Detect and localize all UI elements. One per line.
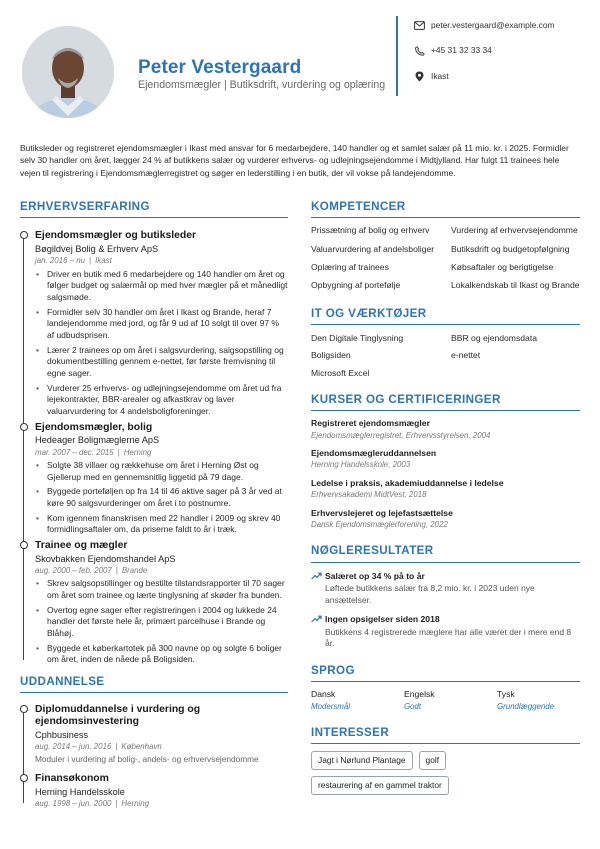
experience-timeline xyxy=(20,230,288,666)
tool-item: BBR og ejendomsdata xyxy=(451,332,537,343)
right-column xyxy=(311,199,580,801)
job-bullet: • Byggede porteføljen op fra 14 til 46 aktive sager på 3 år ved at køre 90 salgsvurderinger om året i to postnumre. xyxy=(35,486,288,509)
education-location: Herning xyxy=(121,798,150,808)
result-desc: Løftede butikkens salær fra 8,2 mio. kr. i 2023 uden nye ansættelser. xyxy=(325,583,535,605)
competency-item: Valuarvurdering af andelsboliger xyxy=(311,243,435,254)
envelope-icon xyxy=(414,20,425,31)
education-meta: aug. 2014 – jun. 2016 | København xyxy=(35,742,162,752)
timeline-line xyxy=(23,236,24,660)
job-meta: jan. 2016 – nu | Ikast xyxy=(35,256,112,266)
course-title: Ledelse i praksis, akademiuddannelse i ledelse xyxy=(311,477,504,488)
job-bullet: • Formidler selv 30 handler om året i Ikast og Brande, heraf 7 landejendomme med jord, og får 9 ud af 10 solgt til over 97 % af udbudsprisen. xyxy=(35,307,288,342)
timeline-dot xyxy=(20,231,28,239)
language-name: Engelsk xyxy=(404,689,435,700)
languages-list xyxy=(311,689,580,712)
language-level: Grundlæggende xyxy=(497,701,555,711)
tool-item: Den Digitale Tinglysning xyxy=(311,332,404,343)
experience-heading: ERHVERVSERFARING xyxy=(20,199,288,218)
profile-photo xyxy=(22,26,114,118)
header-divider xyxy=(396,16,398,96)
course-item xyxy=(311,448,580,471)
timeline-dot xyxy=(20,705,28,713)
education-note: Moduler i vurdering af bolig-, andels- og erhvervsejendomme xyxy=(35,753,259,764)
language-item xyxy=(311,689,404,712)
competency-item: Butiksdrift og budgetopfølgning xyxy=(451,243,570,254)
timeline-dot xyxy=(20,423,28,431)
trend-up-icon xyxy=(311,614,322,624)
interest-tag: golf xyxy=(419,751,447,770)
tool-item: Microsoft Excel xyxy=(311,367,370,378)
job-bullet: • Kom igennem finanskrisen med 22 handler i 2009 og skrev 40 formidlingsaftaler om, da priserne faldt to år i træk. xyxy=(35,513,288,536)
job-location: Ikast xyxy=(95,256,112,266)
job-period: aug. 2000 – feb. 2007 xyxy=(35,565,112,575)
job-bullet: • Byggede et køberkartotek på 300 navne op og solgte 6 boliger om året, inden de nåede på Boligsiden. xyxy=(35,643,288,666)
left-column xyxy=(20,199,288,809)
job-title: Ejendomsmægler og butiksleder xyxy=(35,230,197,242)
result-title: Ingen opsigelser siden 2018 xyxy=(325,614,440,625)
results-heading: NØGLERESULTATER xyxy=(311,543,580,562)
competencies-heading: KOMPETENCER xyxy=(311,199,580,218)
job-bullets xyxy=(35,269,288,418)
education-school: Herning Handelsskole xyxy=(35,786,125,797)
course-title: Registreret ejendomsmægler xyxy=(311,418,430,429)
job-title: Trainee og mægler xyxy=(35,539,128,551)
contact-email-text: peter.vestergaard@example.com xyxy=(431,19,555,30)
job-bullet: • Overtog egne sager efter registreringen i 2004 og lukkede 24 handler det første hele år, primært parcelhuse i Brande og Blåhøj. xyxy=(35,605,288,640)
candidate-name: Peter Vestergaard xyxy=(138,57,302,78)
job-meta: mar. 2007 – dec. 2015 | Herning xyxy=(35,447,152,457)
competencies-list xyxy=(311,225,580,291)
job-bullet: • Vurderer 25 erhvervs- og udlejningsejendomme om året ud fra lejekontrakter, BBR-arealer og afkastkrav og laver valuarvurdering for 4 andelsboligforeninger. xyxy=(35,383,288,418)
language-name: Tysk xyxy=(497,689,515,700)
competency-item: Købsaftaler og berigtigelse xyxy=(451,261,554,272)
job-bullet: • Lærer 2 trainees op om året i salgsvurdering, salgsopstilling og dokumentbestilling gennem e-nettet, før første fremvisning til egne sager. xyxy=(35,345,288,380)
contact-email[interactable] xyxy=(414,19,555,32)
competency-item: Lokalkendskab til Ikast og Brande xyxy=(451,280,580,291)
job-bullets xyxy=(35,578,288,665)
education-meta: aug. 1998 – jun. 2000 | Herning xyxy=(35,798,150,808)
language-item xyxy=(404,689,497,712)
education-location: København xyxy=(121,742,162,752)
tools-heading: IT OG VÆRKTØJER xyxy=(311,306,580,325)
contact-phone[interactable] xyxy=(414,44,555,57)
course-meta: Herning Handelsskole, 2003 xyxy=(311,460,411,470)
timeline-line xyxy=(23,710,24,803)
education-title: Diplomuddannelse i vurdering og ejendomsinvestering xyxy=(35,704,201,728)
tool-item: Boligsiden xyxy=(311,350,351,361)
interests-heading: INTERESSER xyxy=(311,725,580,744)
candidate-subtitle: Ejendomsmægler | Butiksdrift, vurdering og oplæring xyxy=(138,79,386,91)
resume-header xyxy=(0,0,600,140)
education-period: aug. 1998 – jun. 2000 xyxy=(35,798,112,808)
job-bullet: • Driver en butik med 6 medarbejdere og 140 handler om året og følger budget og salærmål op med hver mægler på et månedligt salgsmøde. xyxy=(35,269,288,304)
education-entry xyxy=(35,773,288,810)
course-item xyxy=(311,478,580,501)
education-title: Finansøkonom xyxy=(35,772,109,784)
results-list xyxy=(311,571,580,650)
job-entry xyxy=(35,422,288,536)
result-item xyxy=(311,614,580,650)
job-company: Hedeager Boligmæglerne ApS xyxy=(35,435,160,446)
job-period: jan. 2016 – nu xyxy=(35,256,86,266)
interests-list xyxy=(311,751,580,801)
languages-heading: SPROG xyxy=(311,663,580,682)
timeline-dot xyxy=(20,774,28,782)
contact-location-text: Ikast xyxy=(431,70,449,81)
interest-tag: restaurering af en gammel traktor xyxy=(311,776,449,795)
course-meta: Dansk Ejendomsmæglerforening, 2022 xyxy=(311,519,448,529)
education-period: aug. 2014 – jun. 2016 xyxy=(35,742,112,752)
job-bullet: • Skrev salgsopstillinger og bestilte tilstandsrapporter til 70 sager om året som trainee og lærte tinglysning af skøder fra bunden. xyxy=(35,578,288,601)
language-level: Modersmål xyxy=(311,701,351,711)
education-heading: UDDANNELSE xyxy=(20,674,288,693)
job-bullet: • Solgte 38 villaer og rækkehuse om året i Herning Øst og Gjellerup med en gennemsnitlig liggetid på 79 dage. xyxy=(35,460,288,483)
job-meta: aug. 2000 – feb. 2007 | Brande xyxy=(35,565,148,575)
language-item xyxy=(497,689,580,712)
job-company: Skovbakken Ejendomshandel ApS xyxy=(35,553,176,564)
contact-block xyxy=(414,19,555,95)
job-location: Brande xyxy=(121,565,148,575)
job-period: mar. 2007 – dec. 2015 xyxy=(35,447,114,457)
trend-up-icon xyxy=(311,571,322,581)
course-meta: Ejendomsmæglerregistret, Erhvervsstyrelsen, 2004 xyxy=(311,430,491,440)
job-company: Bøgildvej Bolig & Erhverv ApS xyxy=(35,244,159,255)
contact-location xyxy=(414,70,555,83)
contact-phone-text: +45 31 32 33 34 xyxy=(431,45,492,56)
job-location: Herning xyxy=(123,447,152,457)
competency-item: Opbygning af portefølje xyxy=(311,280,401,291)
result-desc: Butikkens 4 registrerede mæglere har alle været der i mere end 8 år. xyxy=(325,626,572,649)
education-timeline xyxy=(20,704,288,809)
course-meta: Erhvervsakademi MidtVest, 2018 xyxy=(311,490,427,500)
language-level: Godt xyxy=(404,701,422,711)
competency-item: Oplæring af trainees xyxy=(311,261,389,272)
phone-icon xyxy=(414,45,425,56)
job-title: Ejendomsmægler, bolig xyxy=(35,421,153,433)
map-pin-icon xyxy=(414,71,425,82)
job-entry xyxy=(35,230,288,417)
competency-item: Prissætning af bolig og erhverv xyxy=(311,225,430,236)
result-item xyxy=(311,571,580,607)
job-bullets xyxy=(35,460,288,536)
result-title: Salæret op 34 % på to år xyxy=(325,570,425,581)
education-school: Cphbusiness xyxy=(35,730,89,741)
course-title: Erhvervslejeret og lejefastsættelse xyxy=(311,507,453,518)
education-entry xyxy=(35,704,288,764)
courses-heading: KURSER OG CERTIFICERINGER xyxy=(311,392,580,411)
job-entry xyxy=(35,540,288,666)
profile-summary: Butiksleder og registreret ejendomsmægler i Ikast med ansvar for 6 medarbejdere, 140 handler og et samlet salær på 11 mio. kr. i 2025. Formidler selv 30 handler om året, lægger 24 % af butikkens salær og vurderer erhvervs- og udlejningsejendomme i Midtjylland. Har fulgt 11 trainees hele vejen til registrering i Ejendomsmæglerregistret og søger en lederstilling i en butik, der vil vokse på landejendomme. xyxy=(20,143,569,178)
language-name: Dansk xyxy=(311,689,336,700)
timeline-dot xyxy=(20,541,28,549)
course-title: Ejendomsmægleruddannelsen xyxy=(311,448,437,459)
competency-item: Vurdering af erhvervsejendomme xyxy=(451,225,578,236)
interest-tag: Jagt i Nørlund Plantage xyxy=(311,751,413,770)
tools-list xyxy=(311,333,580,379)
course-item xyxy=(311,418,580,441)
courses-list xyxy=(311,418,580,530)
course-item xyxy=(311,508,580,531)
tool-item: e-nettet xyxy=(451,350,481,361)
